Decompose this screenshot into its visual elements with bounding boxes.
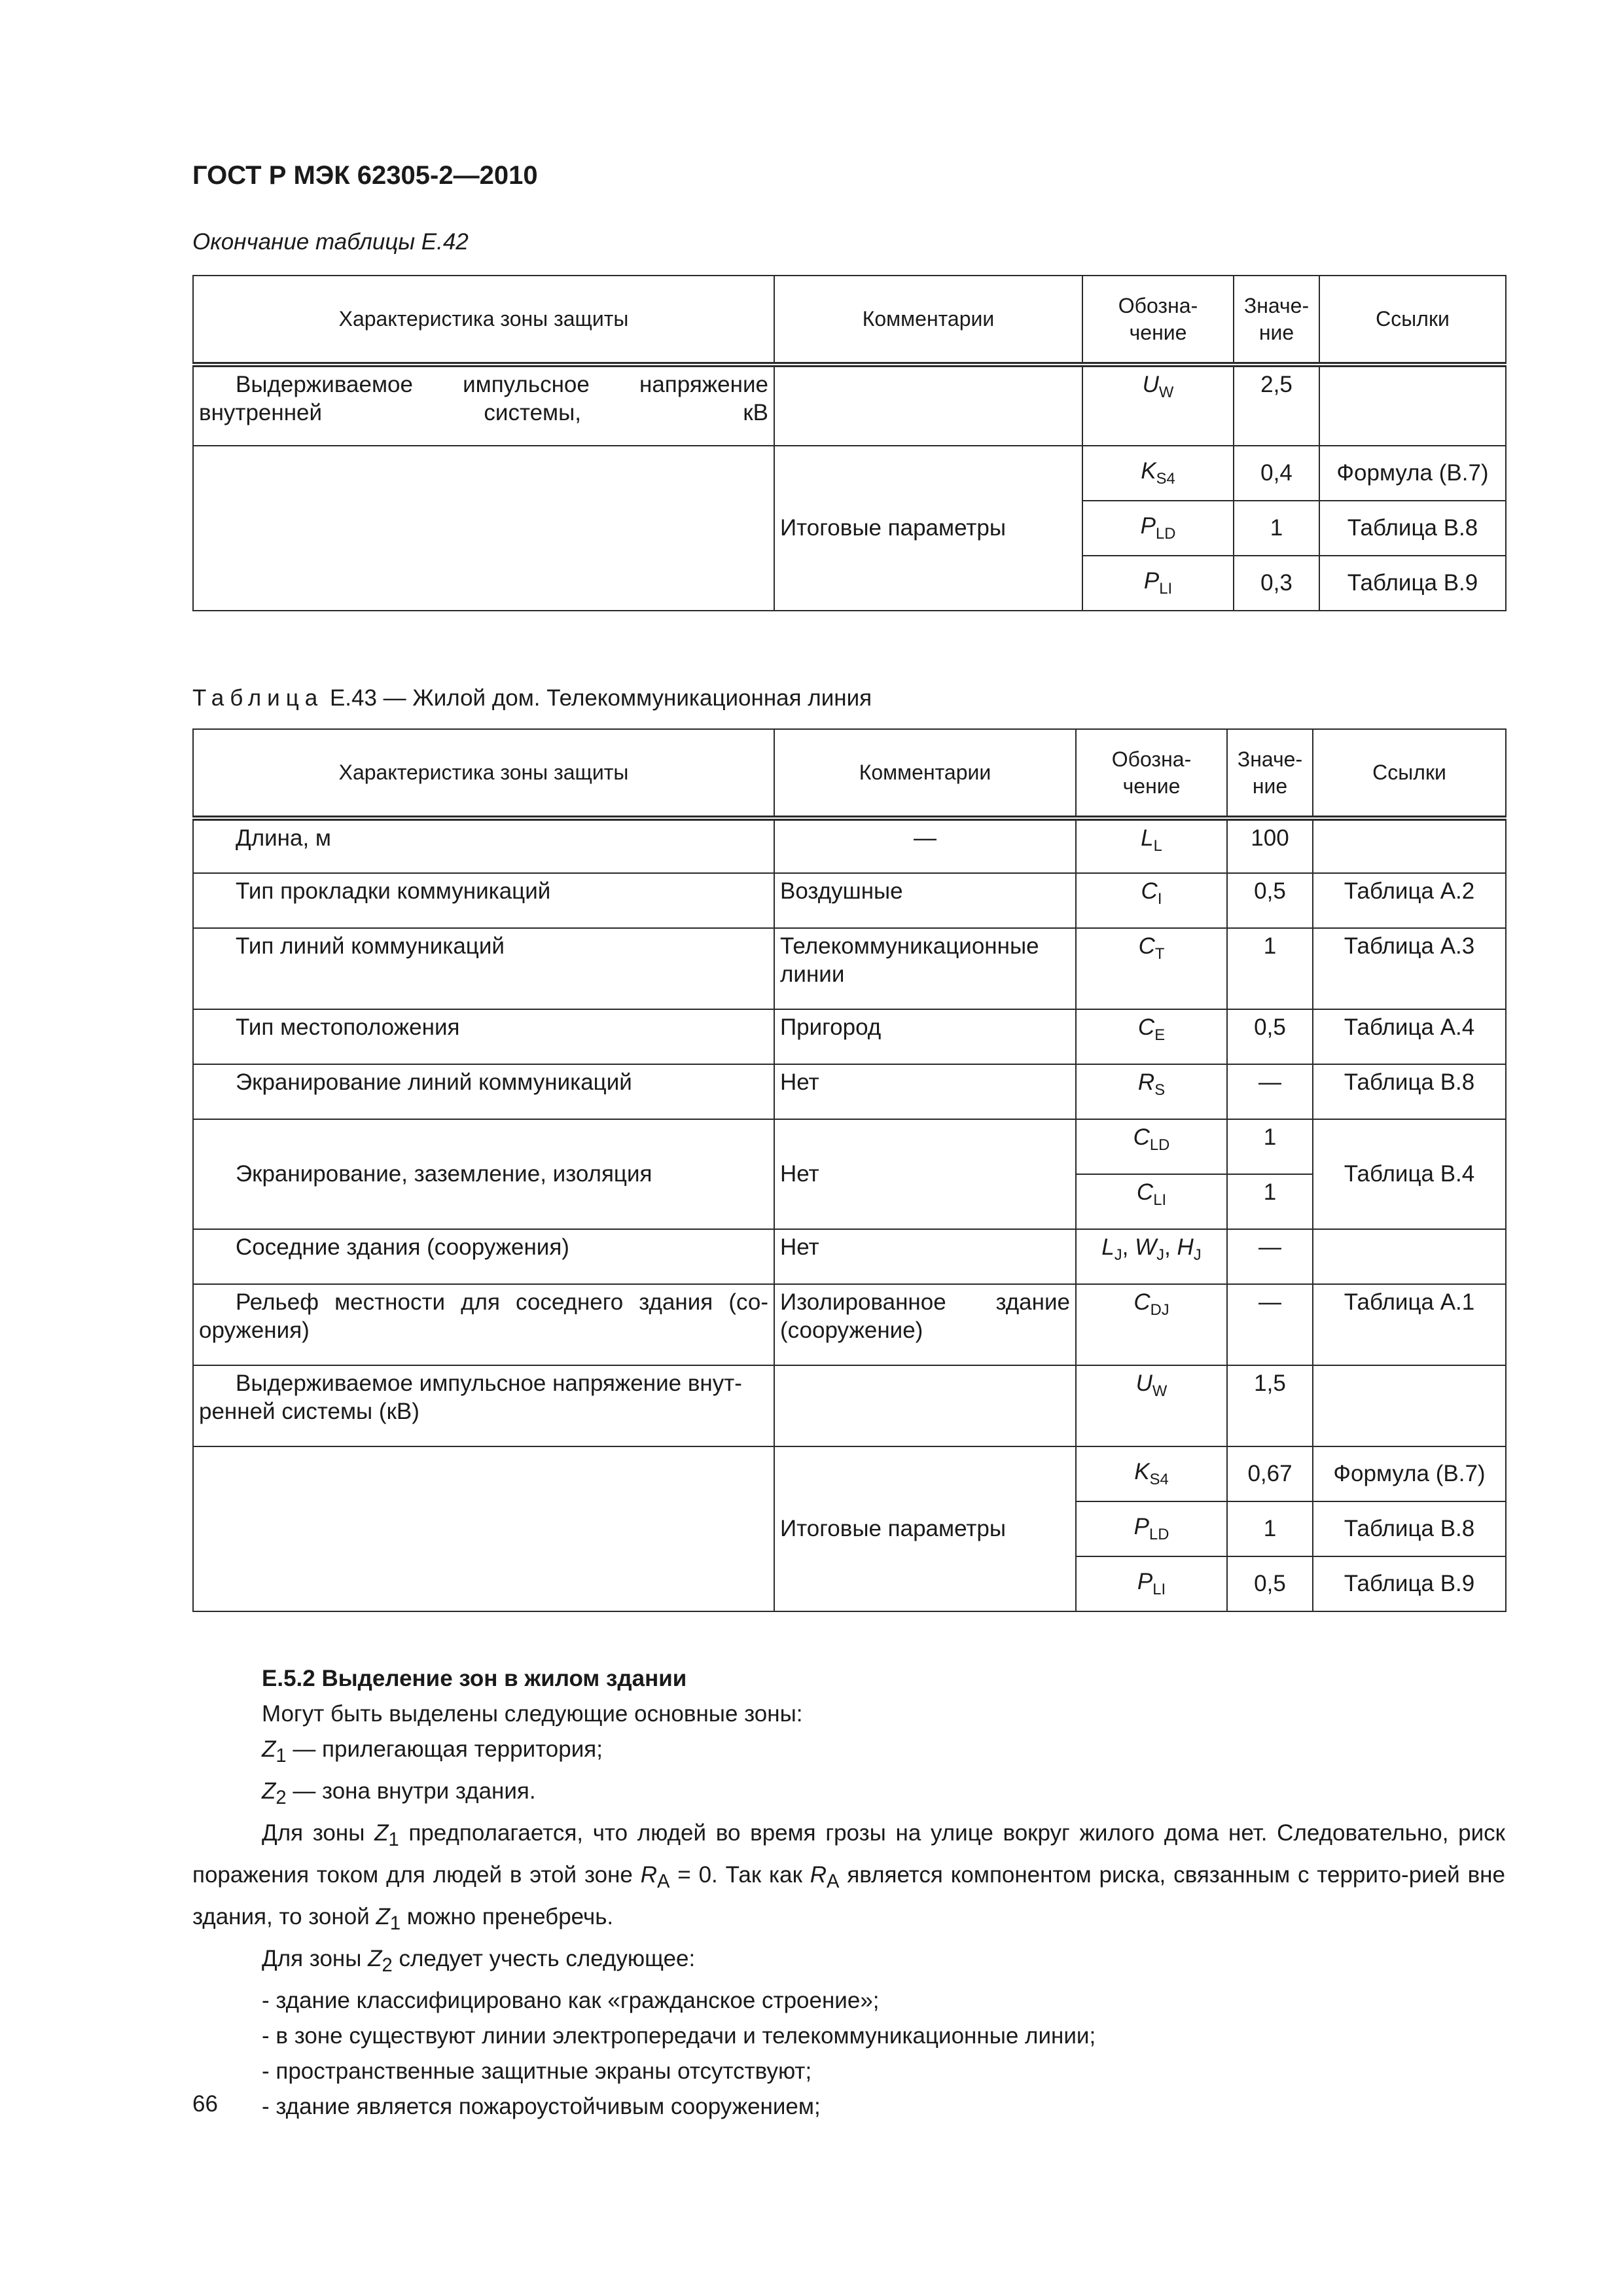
characteristic-cell: Тип местоположения xyxy=(193,1009,774,1064)
symbol-cell: $U_W$ xyxy=(1082,365,1234,446)
value-cell: 1 xyxy=(1227,928,1313,1009)
characteristic-cell: Экранирование, заземление, изоляция xyxy=(193,1119,774,1229)
symbol-cell: $K_{S4}$ xyxy=(1082,446,1234,501)
table-e43 xyxy=(192,728,1507,1612)
section-heading: Е.5.2 Выделение зон в жилом здании xyxy=(262,1666,687,1691)
symbol-cell: $C_{DJ}$ xyxy=(1076,1284,1227,1365)
characteristic-cell: Выдерживаемое импульсное напряжение внут-ренней системы (кВ) xyxy=(193,1365,774,1446)
paragraph: Могут быть выделены следующие основные зоны: xyxy=(262,1701,803,1727)
reference-cell xyxy=(1313,1229,1506,1284)
column-header: Ссылки xyxy=(1319,276,1506,365)
table-row xyxy=(193,1365,1506,1446)
column-header: Комментарии xyxy=(774,276,1082,365)
reference-cell: Таблица В.9 xyxy=(1313,1556,1506,1611)
table-row xyxy=(193,1284,1506,1365)
column-header: Обозна- чение xyxy=(1076,729,1227,818)
reference-cell xyxy=(1313,1365,1506,1446)
symbol-cell: $P_{LD}$ xyxy=(1076,1501,1227,1556)
table-e43-caption: Таблица Е.43 — Жилой дом. Телекоммуникационная линия xyxy=(192,685,872,711)
characteristic-cell: Рельеф местности для соседнего здания (со-оружения) xyxy=(193,1284,774,1365)
table-row xyxy=(193,928,1506,1009)
comment-cell xyxy=(774,365,1082,446)
column-header: Ссылки xyxy=(1313,729,1506,818)
table-e42 xyxy=(192,275,1507,611)
comment-cell: Нет xyxy=(774,1119,1076,1229)
symbol-cell: $C_{LD}$ xyxy=(1076,1119,1227,1174)
symbol-cell: $P_{LI}$ xyxy=(1076,1556,1227,1611)
value-cell: 0,67 xyxy=(1227,1446,1313,1501)
column-header: Обозна- чение xyxy=(1082,276,1234,365)
paragraph: Для зоны $Z_1$ предполагается, что людей во время грозы на улице вокруг жилого дома нет. Следовательно, риск поражения током для людей в этой зоне $R_A = 0$. Так как $R_A$ является компонентом риска, связанным с террито-рией вне здания, то зоной $Z_1$ можно пренебречь. xyxy=(192,1820,1505,1934)
document-code: ГОСТ Р МЭК 62305-2—2010 xyxy=(192,161,538,190)
reference-cell xyxy=(1319,365,1506,446)
value-cell: 1 xyxy=(1227,1119,1313,1174)
value-cell: 0,4 xyxy=(1234,446,1319,501)
characteristic-cell: Соседние здания (сооружения) xyxy=(193,1229,774,1284)
symbol-cell: $C_T$ xyxy=(1076,928,1227,1009)
reference-cell: Таблица В.8 xyxy=(1319,501,1506,556)
value-cell: — xyxy=(1227,1064,1313,1119)
comment-cell: Итоговые параметры xyxy=(774,446,1082,611)
reference-cell: Таблица В.4 xyxy=(1313,1119,1506,1229)
symbol-cell: $C_{LI}$ xyxy=(1076,1174,1227,1229)
list-item: - в зоне существуют линии электропередачи и телекоммуникационные линии; xyxy=(262,2023,1096,2049)
value-cell: 2,5 xyxy=(1234,365,1319,446)
characteristic-cell xyxy=(193,446,774,611)
table-row xyxy=(193,1446,1506,1501)
reference-cell xyxy=(1313,818,1506,873)
comment-cell: Нет xyxy=(774,1229,1076,1284)
list-item: - пространственные защитные экраны отсутствуют; xyxy=(262,2058,812,2084)
comment-cell: Телекоммуникационные линии xyxy=(774,928,1076,1009)
reference-cell: Таблица В.8 xyxy=(1313,1501,1506,1556)
table-row xyxy=(193,1229,1506,1284)
comment-cell: Итоговые параметры xyxy=(774,1446,1076,1611)
symbol-cell: $K_{S4}$ xyxy=(1076,1446,1227,1501)
value-cell: 1 xyxy=(1227,1501,1313,1556)
paragraph: Для зоны $Z_2$ следует учесть следующее: xyxy=(262,1946,696,1976)
characteristic-cell: Длина, м xyxy=(193,818,774,873)
comment-cell: Изолированное здание (сооружение) xyxy=(774,1284,1076,1365)
symbol-cell: $L_L$ xyxy=(1076,818,1227,873)
value-cell: 0,3 xyxy=(1234,556,1319,611)
reference-cell: Таблица А.4 xyxy=(1313,1009,1506,1064)
column-header: Характеристика зоны защиты xyxy=(193,729,774,818)
characteristic-cell: Тип прокладки коммуникаций xyxy=(193,873,774,928)
table-row xyxy=(193,446,1506,501)
comment-cell: Пригород xyxy=(774,1009,1076,1064)
symbol-cell: $P_{LD}$ xyxy=(1082,501,1234,556)
reference-cell: Таблица А.2 xyxy=(1313,873,1506,928)
characteristic-cell: Тип линий коммуникаций xyxy=(193,928,774,1009)
table-row xyxy=(193,1119,1506,1174)
comment-cell xyxy=(774,1365,1076,1446)
reference-cell: Формула (В.7) xyxy=(1319,446,1506,501)
comment-cell: Нет xyxy=(774,1064,1076,1119)
table-e42-caption: Окончание таблицы Е.42 xyxy=(192,229,469,255)
value-cell: — xyxy=(1227,1229,1313,1284)
table-row xyxy=(193,365,1506,446)
symbol-cell: $C_I$ xyxy=(1076,873,1227,928)
value-cell: 100 xyxy=(1227,818,1313,873)
symbol-cell: $P_{LI}$ xyxy=(1082,556,1234,611)
column-header: Комментарии xyxy=(774,729,1076,818)
list-item: - здание классифицировано как «гражданское строение»; xyxy=(262,1988,880,2013)
section-text xyxy=(192,1661,1505,2125)
value-cell: 1 xyxy=(1227,1174,1313,1229)
table-header-row xyxy=(193,276,1506,365)
reference-cell: Таблица А.1 xyxy=(1313,1284,1506,1365)
reference-cell: Таблица А.3 xyxy=(1313,928,1506,1009)
table-row xyxy=(193,873,1506,928)
value-cell: 0,5 xyxy=(1227,1009,1313,1064)
table-header-row xyxy=(193,729,1506,818)
comment-cell: — xyxy=(774,818,1076,873)
symbol-cell: $L_J$, $W_J$, $H_J$ xyxy=(1076,1229,1227,1284)
value-cell: 0,5 xyxy=(1227,873,1313,928)
characteristic-cell: Выдерживаемое импульсное напряжение внутренней системы, кВ xyxy=(193,365,774,446)
characteristic-cell: Экранирование линий коммуникаций xyxy=(193,1064,774,1119)
paragraph: $Z_1$ — прилегающая территория; xyxy=(262,1736,603,1767)
comment-cell: Воздушные xyxy=(774,873,1076,928)
value-cell: 0,5 xyxy=(1227,1556,1313,1611)
reference-cell: Формула (В.7) xyxy=(1313,1446,1506,1501)
page-number: 66 xyxy=(192,2091,218,2117)
reference-cell: Таблица В.8 xyxy=(1313,1064,1506,1119)
value-cell: — xyxy=(1227,1284,1313,1365)
table-row xyxy=(193,1064,1506,1119)
characteristic-cell xyxy=(193,1446,774,1611)
column-header: Значе- ние xyxy=(1234,276,1319,365)
symbol-cell: $C_E$ xyxy=(1076,1009,1227,1064)
reference-cell: Таблица В.9 xyxy=(1319,556,1506,611)
symbol-cell: $U_W$ xyxy=(1076,1365,1227,1446)
table-row xyxy=(193,818,1506,873)
paragraph: $Z_2$ — зона внутри здания. xyxy=(262,1778,536,1808)
column-header: Значе- ние xyxy=(1227,729,1313,818)
list-item: - здание является пожароустойчивым сооружением; xyxy=(262,2094,821,2119)
table-row xyxy=(193,1009,1506,1064)
column-header: Характеристика зоны защиты xyxy=(193,276,774,365)
value-cell: 1 xyxy=(1234,501,1319,556)
value-cell: 1,5 xyxy=(1227,1365,1313,1446)
symbol-cell: $R_S$ xyxy=(1076,1064,1227,1119)
